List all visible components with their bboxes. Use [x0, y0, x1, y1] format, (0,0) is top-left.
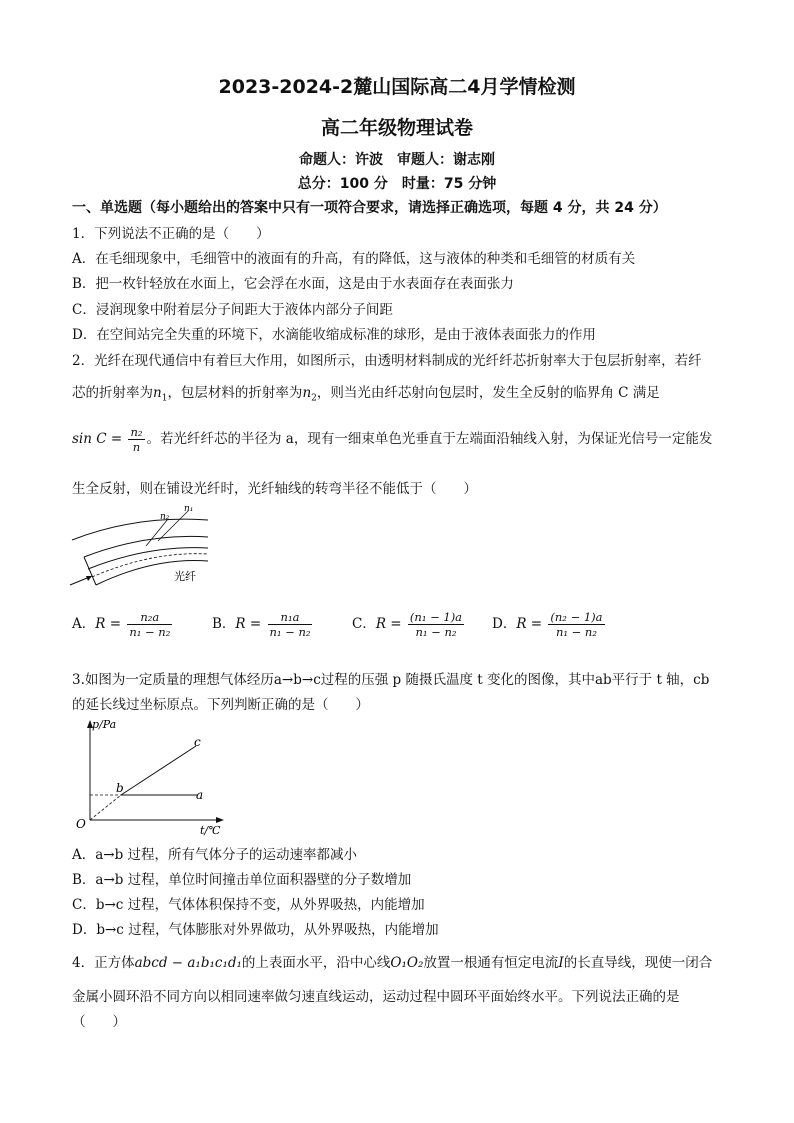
q1-stem: 1．下列说法不正确的是（ ） [72, 226, 270, 242]
q2-n2-sub: 2 [311, 393, 317, 404]
q2-line2a: 芯的折射率为 [72, 385, 153, 401]
q3-pt-graph [66, 716, 236, 841]
q2-b-r: R = [235, 616, 262, 632]
q3-line1: 3.如图为一定质量的理想气体经历a→b→c过程的压强 p 随摄氏温度 t 变化的图像，其中ab平行于 t 轴，cb [72, 672, 710, 688]
q4-line3: （ ） [72, 1014, 126, 1030]
q3-x-arrow [216, 817, 224, 823]
q2-d-frac [548, 610, 604, 639]
q2-a-r: R = [95, 616, 122, 632]
q2-fiber-figure [66, 505, 216, 600]
q4-cube: abcd − a₁b₁c₁d₁ [134, 955, 242, 971]
q2-a-num: n₂a [127, 610, 172, 625]
section-heading: 一、单选题（每小题给出的答案中只有一项符合要求，请选择正确选项，每题 4 分，共 24 分） [72, 200, 667, 216]
q2-sin-label: sin C = [72, 431, 123, 447]
q4-line1 [72, 951, 712, 971]
q2-b-num: n₁a [268, 610, 313, 625]
q1-option-a: A．在毛细现象中，毛细管中的液面有的升高，有的降低，这与液体的种类和毛细管的材质有关 [72, 251, 636, 267]
q2-a-frac [127, 610, 172, 639]
q2-a-label: A． [72, 616, 96, 632]
q2-line1: 2．光纤在现代通信中有着巨大作用，如图所示，由透明材料制成的光纤纤芯折射率大于包层折射率，若纤 [72, 353, 702, 369]
q3-point-c: c [194, 735, 201, 749]
q1-option-c: C．浸润现象中附着层分子间距大于液体内部分子间距 [72, 302, 393, 318]
q4-line1c: 放置一根通有恒定电流 [423, 955, 559, 971]
q3-option-b: B．a→b 过程，单位时间撞击单位面积器壁的分子数增加 [72, 872, 412, 888]
q4-line1d: 的长直导线，现使一闭合 [563, 955, 713, 971]
exam-subtitle: 高二年级物理试卷 [320, 117, 473, 139]
q4-current: I [558, 955, 564, 971]
q2-n2: n [302, 385, 312, 401]
q2-c-num: (n₁ − 1)a [409, 610, 463, 624]
q3-extension-line [90, 795, 121, 820]
q2-option-d [492, 610, 607, 639]
q3-origin: O [76, 817, 86, 831]
q2-line3-text: 。若光纤纤芯的半径为 a，现有一细束单色光垂直于左端面沿轴线入射，为保证光信号一定能发 [146, 431, 713, 447]
q2-line2b: ，包层材料的折射率为 [167, 385, 303, 401]
q2-frac-num: n₂ [130, 425, 143, 439]
q2-c-r: R = [375, 616, 402, 632]
q2-fig-label: 光纤 [174, 570, 196, 583]
q3-segment-bc [121, 746, 196, 795]
q2-fig-n1: n₁ [184, 505, 194, 514]
q2-d-r: R = [516, 616, 543, 632]
q2-line3 [72, 425, 712, 454]
q2-b-frac [268, 610, 313, 639]
q2-c-label: C． [352, 616, 376, 632]
q2-b-den: n₁ − n₂ [269, 625, 311, 639]
q2-d-num: (n₂ − 1)a [550, 610, 603, 624]
q2-line2c: ，则当光由纤芯射向包层时，发生全反射的临界角 C 满足 [316, 385, 660, 401]
q4-line1b: 的上表面水平，沿中心线 [241, 955, 391, 971]
q2-critical-fraction [128, 425, 144, 454]
q4-line2: 金属小圆环沿不同方向以相同速率做匀速直线运动，运动过程中圆环平面始终水平。下列说法正确的是 [72, 989, 680, 1005]
q3-option-d: D．b→c 过程，气体膨胀对外界做功，从外界吸热，内能增加 [72, 922, 439, 938]
q2-line4: 生全反射，则在铺设光纤时，光纤轴线的转弯半径不能低于（ ） [72, 481, 477, 497]
q1-option-b: B．把一枚针轻放在水面上，它会浮在水面，这是由于水表面存在表面张力 [72, 276, 514, 292]
q2-option-c [352, 610, 466, 639]
q2-frac-den: n [132, 440, 141, 454]
q3-option-c: C．b→c 过程，气体体积保持不变，从外界吸热，内能增加 [72, 897, 425, 913]
q3-line2: 的延长线过坐标原点。下列判断正确的是（ ） [72, 697, 369, 713]
exam-title: 2023-2024-2麓山国际高二4月学情检测 [218, 76, 576, 98]
q2-b-label: B． [212, 616, 236, 632]
q2-a-den: n₁ − n₂ [129, 625, 171, 639]
q2-option-b [212, 610, 314, 639]
q2-n1: n [153, 385, 162, 401]
q2-d-label: D． [492, 616, 517, 632]
exam-score-time: 总分：100 分 时量：75 分钟 [297, 176, 497, 192]
q4-axis: O₁O₂ [390, 955, 424, 971]
q2-c-frac [408, 610, 464, 639]
q2-fig-n2: n₂ [160, 512, 170, 522]
q2-c-den: n₁ − n₂ [415, 625, 457, 639]
q3-point-a: a [196, 788, 204, 802]
q4-line1a: 4．正方体 [72, 955, 135, 971]
q3-xlabel: t/℃ [200, 824, 221, 837]
q3-option-a: A．a→b 过程，所有气体分子的运动速率都减小 [72, 847, 358, 863]
q2-d-den: n₁ − n₂ [555, 625, 597, 639]
q3-ylabel: p/Pa [92, 718, 117, 731]
q3-point-b: b [116, 781, 124, 795]
exam-authors: 命题人：许波 审题人：谢志刚 [299, 152, 495, 168]
q2-option-a [72, 610, 174, 639]
q2-line2 [72, 381, 660, 404]
q2-n1-sub: 1 [161, 393, 168, 404]
q1-option-d: D．在空间站完全失重的环境下，水滴能收缩成标准的球形，是由于液体表面张力的作用 [72, 327, 596, 343]
